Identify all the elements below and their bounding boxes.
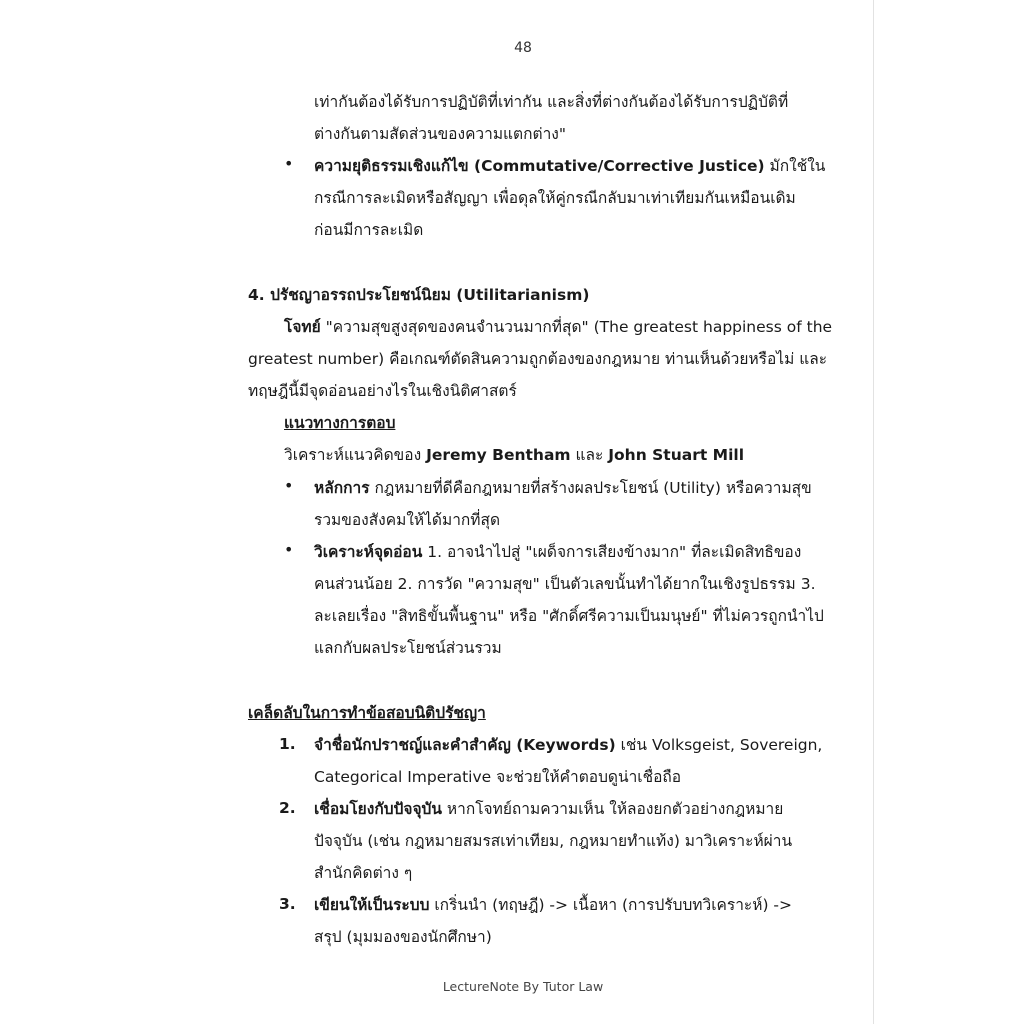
name-bentham: Jeremy Bentham [426,446,571,464]
corrective-text: มักใช้ใน [764,157,826,175]
weakness-label: วิเคราะห์จุดอ่อน [314,543,423,561]
weakness-line-3: ละเลยเรื่อง "สิทธิขั้นพื้นฐาน" หรือ "ศักดิ์ศรีความเป็นมนุษย์" ที่ไม่ควรถูกนำไป [314,607,824,625]
tip-number: 1. [279,735,296,753]
section-4-heading: 4. ปรัชญาอรรถประโยชน์นิยม (Utilitarianism) [248,286,590,304]
intro-line-2: ต่างกันตามสัดส่วนของความแตกต่าง" [314,125,566,143]
tip-2-line-3: สำนักคิดต่าง ๆ [314,864,413,882]
question-line-2: greatest number) คือเกณฑ์ตัดสินความถูกต้องของกฎหมาย ท่านเห็นด้วยหรือไม่ และ [248,350,828,368]
question-line-3: ทฤษฎีนี้มีจุดอ่อนอย่างไรในเชิงนิติศาสตร์ [248,382,517,400]
weakness-line-2: คนส่วนน้อย 2. การวัด "ความสุข" เป็นตัวเลขนั้นทำได้ยากในเชิงรูปธรรม 3. [314,575,816,593]
corrective-line-2: กรณีการละเมิดหรือสัญญา เพื่อดุลให้คู่กรณีกลับมาเท่าเทียมกันเหมือนเดิม [314,189,796,207]
tip-number: 3. [279,895,296,913]
tip-1-text: เช่น Volksgeist, Sovereign, [615,736,823,754]
name-mill: John Stuart Mill [608,446,745,464]
question-label: โจทย์ [284,318,321,336]
tip-1-line-2: Categorical Imperative จะช่วยให้คำตอบดูน่าเชื่อถือ [314,768,682,786]
corrective-line-1 [314,156,825,176]
answer-heading: แนวทางการตอบ [284,414,396,432]
analysis-prefix: วิเคราะห์แนวคิดของ [284,446,427,464]
principle-bullet: • [284,476,294,495]
principle-label: หลักการ [314,479,370,497]
weakness-line-1 [314,542,801,562]
question-line-1 [284,317,832,337]
tip-2-label: เชื่อมโยงกับปัจจุบัน [314,800,442,818]
page-footer: LectureNote By Tutor Law [442,979,604,994]
question-text: "ความสุขสูงสุดของคนจำนวนมากที่สุด" (The greatest happiness of the [320,318,833,336]
analysis-and: และ [570,446,609,464]
tip-1-line-1 [314,735,822,755]
weakness-bullet: • [284,540,294,559]
corrective-bullet: • [284,154,294,173]
tip-3-label: เขียนให้เป็นระบบ [314,896,430,914]
corrective-title: ความยุติธรรมเชิงแก้ไข (Commutative/Corrective Justice) [314,157,765,175]
tip-number: 2. [279,799,296,817]
tip-2-line-1 [314,799,783,819]
tips-heading: เคล็ดลับในการทำข้อสอบนิติปรัชญา [248,704,486,722]
tip-3-line-1 [314,895,792,915]
principle-line-1 [314,478,812,498]
tip-3-text: เกริ่นนำ (ทฤษฎี) -> เนื้อหา (การปรับบทวิเคราะห์) -> [429,896,792,914]
tip-2-line-2: ปัจจุบัน (เช่น กฎหมายสมรสเท่าเทียม, กฎหมายทำแท้ง) มาวิเคราะห์ผ่าน [314,832,793,850]
principle-text: กฎหมายที่ดีคือกฎหมายที่สร้างผลประโยชน์ (Utility) หรือความสุข [369,479,812,497]
tip-2-text: หากโจทย์ถามความเห็น ให้ลองยกตัวอย่างกฎหมาย [441,800,784,818]
page-number: 48 [514,40,532,56]
analysis-line [284,445,744,465]
principle-line-2: รวมของสังคมให้ได้มากที่สุด [314,511,501,529]
corrective-line-3: ก่อนมีการละเมิด [314,221,424,239]
tip-3-line-2: สรุป (มุมมองของนักศึกษา) [314,928,492,946]
tip-1-label: จำชื่อนักปราชญ์และคำสำคัญ (Keywords) [314,736,616,754]
weakness-text: 1. อาจนำไปสู่ "เผด็จการเสียงข้างมาก" ที่ละเมิดสิทธิของ [422,543,802,561]
weakness-line-4: แลกกับผลประโยชน์ส่วนรวม [314,639,502,657]
intro-line-1: เท่ากันต้องได้รับการปฏิบัติที่เท่ากัน และสิ่งที่ต่างกันต้องได้รับการปฏิบัติที่ [314,93,789,111]
